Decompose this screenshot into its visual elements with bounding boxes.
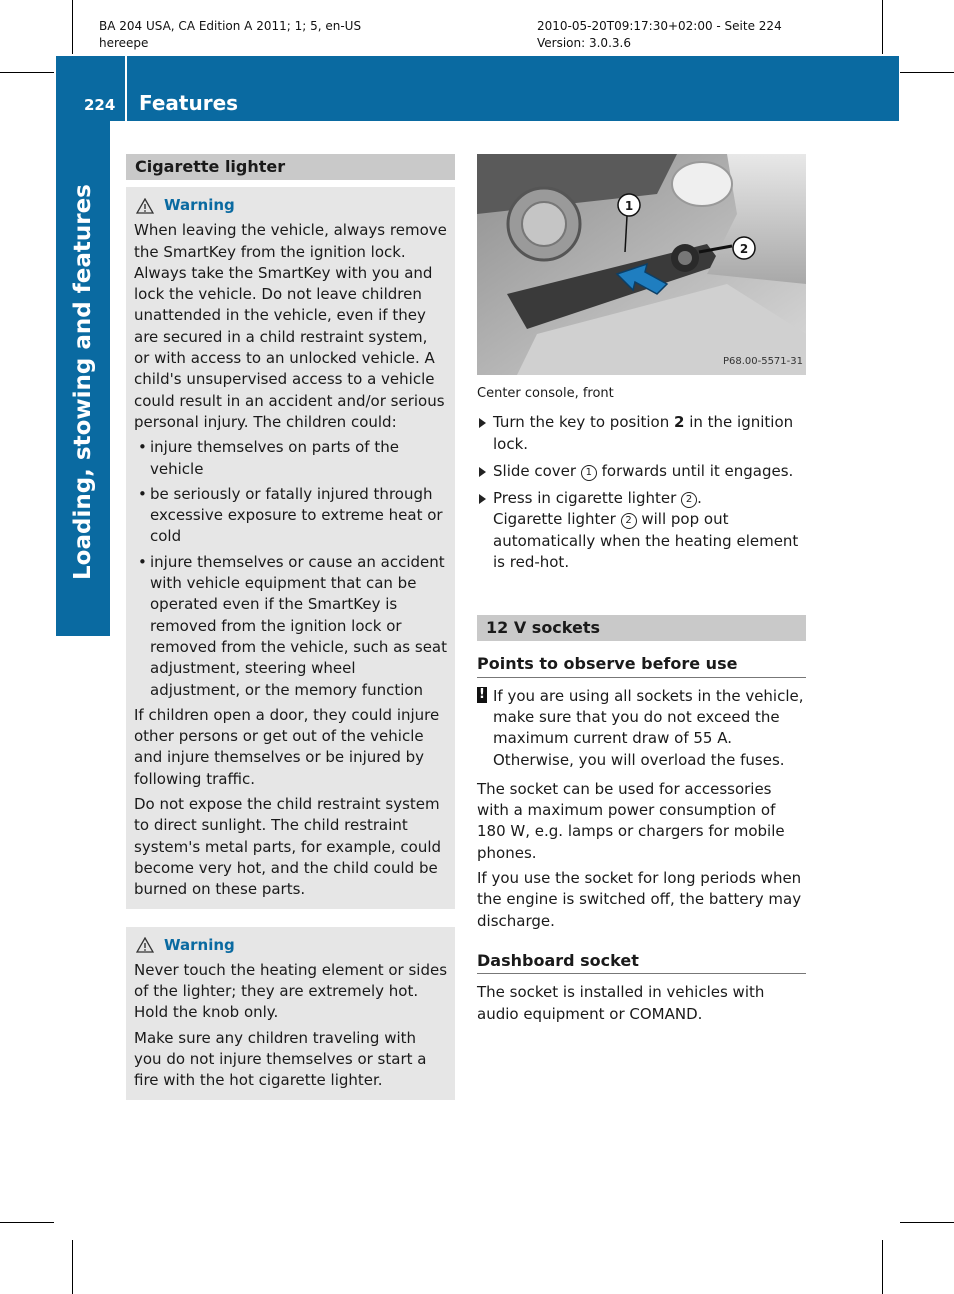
meta-right-line1: 2010-05-20T09:17:30+02:00 - Seite 224: [537, 19, 782, 33]
list-item: [477, 461, 806, 482]
note-block: [477, 686, 806, 771]
warning-title-1: [136, 195, 447, 216]
list-item: • injure themselves on parts of the vehicle: [134, 437, 447, 480]
step3-text-d: will pop out automatically when the heating element is red-hot.: [493, 510, 799, 572]
meta-right-line2: Version: 3.0.3.6: [537, 36, 631, 50]
step1-text-c: in the ignition lock.: [493, 413, 794, 453]
side-tab-label: Loading, stowing and features: [70, 184, 96, 580]
step3-text-b: .: [697, 489, 702, 508]
list-item: • be seriously or fatally injured through excessive exposure to extreme heat or cold: [134, 484, 447, 548]
step3-text-a: Press in cigarette lighter: [493, 489, 682, 508]
crop-mark: [900, 1222, 954, 1223]
warning-box-2: [126, 927, 455, 1100]
section-title: Features: [139, 91, 239, 115]
heading-12v-sockets: 12 V sockets: [477, 615, 806, 641]
dashboard-socket-paragraph: The socket is installed in vehicles with audio equipment or COMAND.: [477, 983, 765, 1023]
warning1-paragraph-2: If children open a door, they could injure other persons or get out of the vehicle and injure themselves or be injured by following traffic.: [134, 705, 440, 788]
callout-ref-2: 2: [681, 492, 697, 508]
crop-mark: [72, 0, 73, 54]
figure-caption: Center console, front: [477, 386, 614, 401]
crop-mark: [0, 1222, 54, 1223]
warning1-paragraph-1: When leaving the vehicle, always remove the SmartKey from the ignition lock. Always take the SmartKey with you and lock the vehicle. Do not leave children unattended in the vehicle, even if they are secured in a child restraint system, or with access to an unlocked vehicle. A child's unsupervised access to a vehicle could result in an accident and/or serious personal injury. The children could:: [134, 221, 447, 431]
crop-mark: [882, 0, 883, 54]
page-number: 224: [84, 96, 116, 114]
instruction-steps: [477, 412, 806, 573]
warning-label: Warning: [164, 196, 235, 214]
meta-right: [537, 18, 782, 52]
step2-text-b: forwards until it engages.: [596, 461, 794, 480]
list-item: [477, 488, 806, 573]
step2-text-a: Slide cover: [493, 461, 581, 480]
meta-left-line2: hereepe: [99, 36, 149, 50]
warning-title-2: [136, 935, 447, 956]
warning-label: Warning: [164, 935, 235, 954]
warning2-paragraph-2: Make sure any children traveling with you do not injure themselves or start a fire with the hot cigarette lighter.: [134, 1028, 427, 1090]
meta-left-line1: BA 204 USA, CA Edition A 2011; 1; 5, en-US: [99, 19, 362, 33]
warning2-paragraph-1: Never touch the heating element or sides of the lighter; they are extremely hot. Hold the knob only.: [134, 960, 448, 1022]
sockets-paragraph-1: The socket can be used for accessories with a maximum power consumption of 180 W, e.g. lamps or chargers for mobile phones.: [477, 779, 785, 862]
callout-1: 1: [624, 199, 634, 213]
crop-mark: [882, 1240, 883, 1294]
step1-text-a: Turn the key to position: [493, 413, 674, 432]
callout-2: 2: [739, 242, 749, 256]
list-item: • injure themselves or cause an accident with vehicle equipment that can be operated even if the SmartKey is removed from the ignition lock or removed from the vehicle, such as seat adjustment, steering wheel adjustment, or the memory function: [134, 552, 447, 701]
warning1-bullets: [134, 437, 447, 701]
sockets-paragraph-2: If you use the socket for long periods when the engine is switched off, the battery may discharge.: [477, 869, 802, 930]
warning-box-1: [126, 187, 455, 909]
subheading-points-to-observe: Points to observe before use: [477, 653, 806, 677]
subheading-dashboard-socket: Dashboard socket: [477, 950, 806, 974]
step1-position: 2: [674, 413, 685, 432]
left-column: [126, 154, 455, 1100]
meta-left: [99, 18, 361, 52]
center-console-photo: [477, 154, 806, 375]
header-separator: [125, 56, 127, 121]
heading-cigarette-lighter: Cigarette lighter: [126, 154, 455, 180]
step3-text-c: Cigarette lighter: [493, 510, 621, 529]
note-text: If you are using all sockets in the vehicle, make sure that you do not exceed the maximum current draw of 55 A. Otherwise, you will overload the fuses.: [493, 686, 804, 769]
figure-code: P68.00-5571-31: [722, 355, 803, 367]
warning-triangle-icon: [136, 198, 154, 214]
right-column: [477, 154, 806, 1029]
warning1-paragraph-3: Do not expose the child restraint system to direct sunlight. The child restraint system's metal parts, for example, could become very hot, and the child could be burned on these parts.: [134, 795, 442, 899]
list-item: [477, 412, 806, 455]
crop-mark: [0, 72, 54, 73]
warning-triangle-icon: [136, 937, 154, 953]
console-illustration: [477, 154, 806, 375]
callout-ref-1: 1: [581, 465, 597, 481]
crop-mark: [72, 1240, 73, 1294]
callout-ref-2: 2: [621, 513, 637, 529]
exclamation-icon: !: [477, 687, 487, 703]
crop-mark: [900, 72, 954, 73]
